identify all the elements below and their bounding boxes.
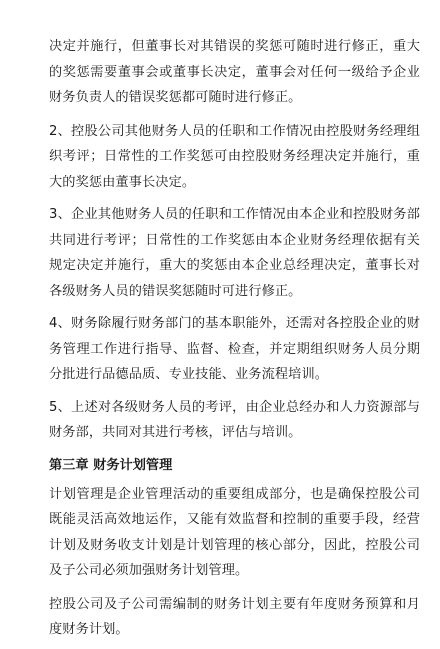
paragraph-plan-management: 计划管理是企业管理活动的重要组成部分，也是确保控股公司既能灵活高效地运作，又能有效监督和控制的重要手段，经营计划及财务收支计划是计划管理的核心部分，因此，控股公司及子公司必须加强财务计划管理。 [49, 486, 420, 578]
list-item-3-enterprise-staff-evaluation: 3、企业其他财务人员的任职和工作情况由本企业和控股财务部共同进行考评；日常性的工作奖惩由本企业财务经理依据有关规定决定并施行，重大的奖惩由本企业总经理决定，董事长对各级财务人员的错误奖惩随时可进行修正。 [49, 207, 420, 299]
list-item-2-holding-staff-evaluation: 2、控股公司其他财务人员的任职和工作情况由控股财务经理组织考评；日常性的工作奖惩可由控股财务经理决定并施行，重大的奖惩由董事长决定。 [49, 123, 420, 190]
chapter-heading: 第三章 财务计划管理 [49, 457, 173, 473]
list-item-4-finance-guidance-training: 4、财务除履行财务部门的基本职能外，还需对各控股企业的财务管理工作进行指导、监督、检查，并定期组织财务人员分期分批进行品德品质、专业技能、业务流程培训。 [49, 316, 420, 382]
paragraph-reward-penalty-correction: 决定并施行，但董事长对其错误的奖惩可随时进行修正，重大的奖惩需要董事会或董事长决定，董事会对任何一级给予企业财务负责人的错误奖惩都可随时进行修正。 [49, 39, 420, 105]
paragraph-financial-plans: 控股公司及子公司需编制的财务计划主要有年度财务预算和月度财务计划。 [49, 596, 420, 637]
list-item-5-joint-assessment: 5、上述对各级财务人员的考评，由企业总经办和人力资源部与财务部，共同对其进行考核，评估与培训。 [49, 399, 420, 440]
